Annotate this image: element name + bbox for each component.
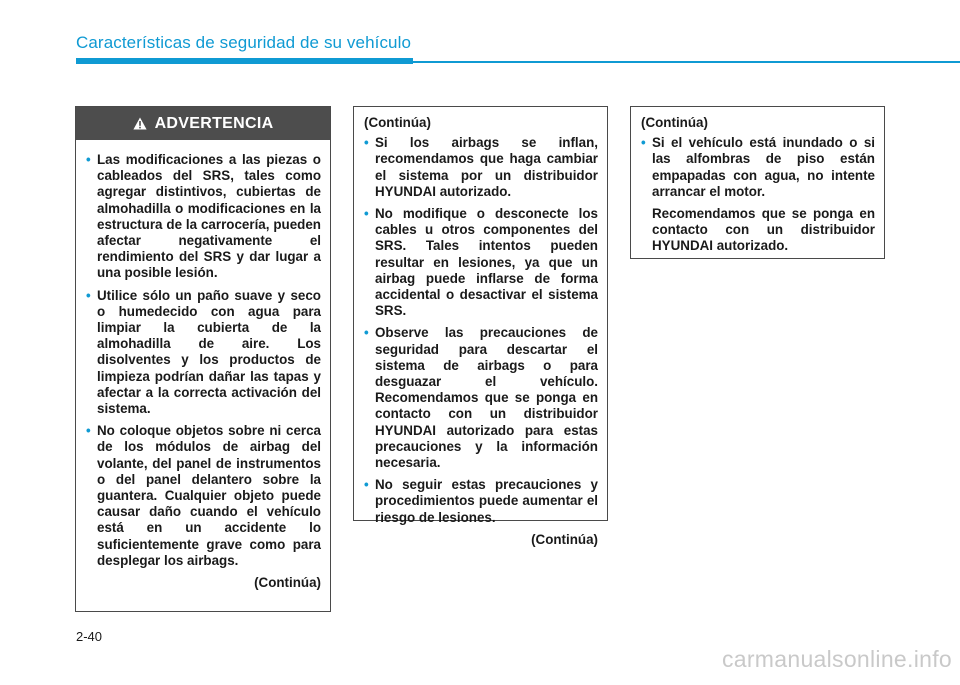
continued-label: (Continúa) (641, 115, 708, 130)
continued-box-1 (353, 106, 608, 547)
list-item: • No seguir estas precauciones y procedimientos puede aumentar el riesgo de lesiones. (364, 477, 598, 526)
continued-label: (Continúa) (254, 575, 321, 591)
continued-label: (Continúa) (364, 115, 431, 130)
warning-content (76, 140, 330, 599)
header-rule-thick (76, 58, 413, 64)
box-content (631, 107, 884, 263)
list-item: • Utilice sólo un paño suave y seco o humedecido con agua para limpiar la cubierta de la almohadilla de aire. Los disolventes y los productos de limpieza podrían dañar las tapas y afectar a la correcta activación del sistema. (86, 288, 321, 418)
list-item: • Si el vehículo está inundado o si las alfombras de piso están empapadas con agua, no intente arrancar el motor. (641, 135, 875, 200)
continued-label: (Continúa) (531, 531, 598, 547)
box-content (354, 107, 607, 556)
continued-box-2 (630, 106, 885, 259)
paragraph: Recomendamos que se ponga en contacto con un distribuidor HYUNDAI autorizado. (652, 206, 875, 254)
warning-label: ADVERTENCIA (154, 114, 274, 132)
page-number: 2-40 (76, 629, 103, 644)
header-rule-thin (413, 61, 960, 63)
list-item: • Las modificaciones a las piezas o cableados del SRS, tales como agregar distintivos, cubiertas de almohadilla o modificaciones en la estructura de la carrocería, pueden afectar negativamente el rendimiento del SRS y dar lugar a una posible lesión. (86, 152, 321, 282)
watermark: carmanualsonline.info (721, 646, 952, 672)
section-title: Características de seguridad de su vehículo (76, 33, 412, 52)
list-item: • Observe las precauciones de seguridad para descartar el sistema de airbags o para desguazar el vehículo. Recomendamos que se ponga en contacto con un distribuidor HYUNDAI autorizado para estas precauciones y la información necesaria. (364, 325, 598, 471)
list-item: • No coloque objetos sobre ni cerca de los módulos de airbag del volante, del panel de instrumentos o del panel delantero sobre la guantera. Cualquier objeto puede causar daño cuando el vehículo está en un accidente lo suficientemente grave como para desplegar los airbags. (86, 423, 321, 569)
warning-header (76, 107, 330, 140)
warning-triangle-icon (133, 117, 147, 130)
warning-box (75, 106, 331, 612)
list-item: • No modifique o desconecte los cables u otros componentes del SRS. Tales intentos pueden resultar en lesiones, ya que un airbag puede inflarse de forma accidental o desactivar el sistema SRS. (364, 206, 598, 319)
list-item: • Si los airbags se inflan, recomendamos que haga cambiar el sistema por un distribuidor HYUNDAI autorizado. (364, 135, 598, 200)
